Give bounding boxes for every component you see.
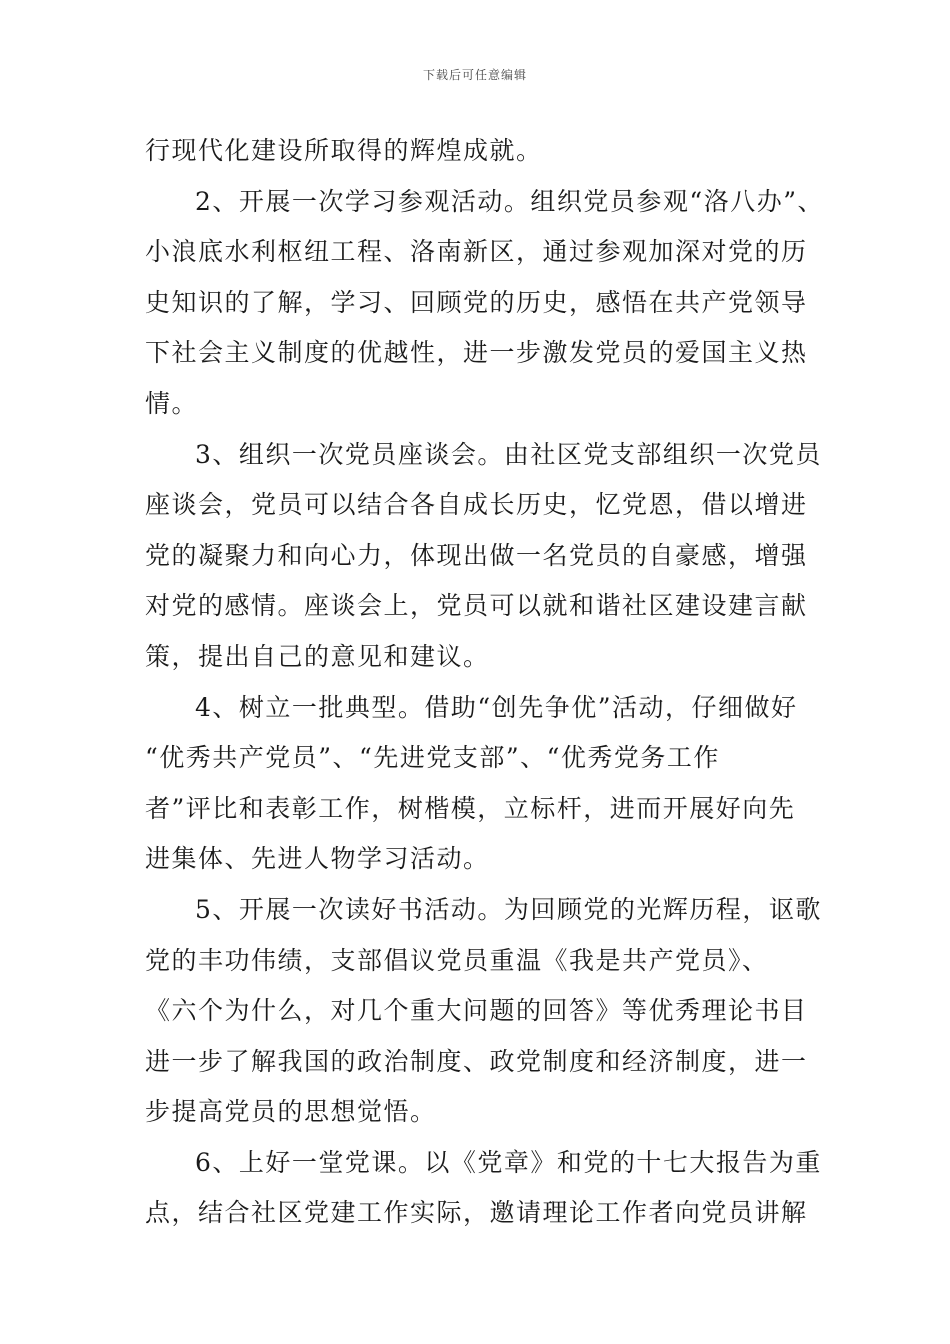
text-line: 进一步了解我国的政治制度、政党制度和经济制度，进一 <box>145 1046 808 1076</box>
text-line: 者”评比和表彰工作，树楷模，立标杆，进而开展好向先 <box>145 793 796 823</box>
text-line: “优秀共产党员”、“先进党支部”、“优秀党务工作 <box>145 743 720 773</box>
text-line: 行现代化建设所取得的辉煌成就。 <box>145 136 543 165</box>
text-line: 对党的感情。座谈会上，党员可以就和谐社区建设建言献 <box>145 591 808 621</box>
text-line: 进集体、先进人物学习活动。 <box>145 844 490 874</box>
text-line: 6、上好一堂党课。以《党章》和党的十七大报告为重 <box>195 1147 822 1177</box>
page-header: 下载后可任意编辑 <box>422 68 527 82</box>
text-line: 史知识的了解，学习、回顾党的历史，感悟在共产党领导 <box>145 287 808 317</box>
text-line: 下社会主义制度的优越性，进一步激发党员的爱国主义热 <box>145 338 808 368</box>
text-line: 点，结合社区党建工作实际，邀请理论工作者向党员讲解 <box>145 1198 808 1228</box>
text-line: 《六个为什么，对几个重大问题的回答》等优秀理论书目 <box>145 996 808 1026</box>
document-body <box>145 126 824 1239</box>
text-line: 2、开展一次学习参观活动。组织党员参观“洛八办”、 <box>195 186 824 216</box>
text-line: 座谈会，党员可以结合各自成长历史，忆党恩，借以增进 <box>145 490 808 520</box>
text-line: 策，提出自己的意见和建议。 <box>145 641 490 671</box>
text-line: 情。 <box>145 388 199 418</box>
text-line: 步提高党员的思想觉悟。 <box>145 1097 437 1127</box>
text-line: 5、开展一次读好书活动。为回顾党的光辉历程，讴歌 <box>195 894 822 924</box>
text-line: 党的凝聚力和向心力，体现出做一名党员的自豪感，增强 <box>145 540 808 570</box>
text-line: 党的丰功伟绩，支部倡议党员重温《我是共产党员》、 <box>145 945 769 975</box>
text-line: 小浪底水利枢纽工程、洛南新区，通过参观加深对党的历 <box>145 237 808 267</box>
text-line: 4、树立一批典型。借助“创先争优”活动，仔细做好 <box>195 692 798 722</box>
text-line: 3、组织一次党员座谈会。由社区党支部组织一次党员 <box>195 439 822 469</box>
